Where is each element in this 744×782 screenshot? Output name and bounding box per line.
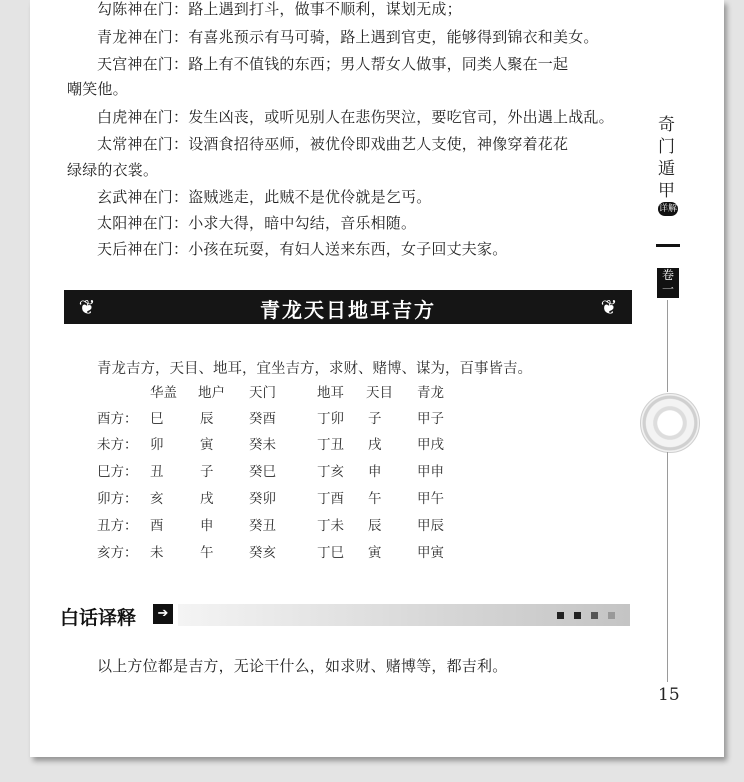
book-title-char: 门 [658,137,675,157]
section-title: 青龙天日地耳吉方 [260,298,436,322]
square-icon [608,612,615,619]
table-header: 华盖 [150,385,177,401]
table-cell: 甲戌 [417,437,444,453]
arrow-right-icon: ➔ [153,604,173,624]
table-cell: 戌 [368,437,382,453]
table-header: 天目 [366,385,393,401]
table-cell: 丁亥 [317,464,344,480]
row-label: 卯方： [97,491,138,507]
table-cell: 甲子 [417,411,444,427]
volume-number: 一 [661,282,674,296]
table-cell: 丁卯 [317,411,344,427]
row-label: 巳方： [97,464,138,480]
translation-text: 以上方位都是吉方，无论干什么，如求财、赌博等，都吉利。 [97,657,508,675]
table-cell: 午 [200,545,214,561]
book-title-char: 遁 [658,159,675,179]
table-header: 地耳 [317,385,344,401]
table-cell: 酉 [150,518,164,534]
row-label: 亥方： [97,545,138,561]
table-cell: 巳 [150,411,164,427]
fleur-ornament-icon: ❦ [78,295,96,319]
margin-rule [667,300,668,392]
text-line-taichang: 太常神在门：设酒食招待巫师，被优伶即戏曲艺人支使，神像穿着花花 [97,135,569,153]
table-cell: 癸未 [249,437,276,453]
table-cell: 丁酉 [317,491,344,507]
table-cell: 甲寅 [417,545,444,561]
badge: 详解 [658,204,677,214]
table-cell: 未 [150,545,164,561]
text-line-gouchen: 勾陈神在门：路上遇到打斗，做事不顺利，谋划无成； [97,0,462,18]
text-line-baihu: 白虎神在门：发生凶丧，或听见别人在悲伤哭泣，要吃官司，外出遇上战乱。 [97,108,614,126]
table-cell: 子 [200,464,214,480]
decorative-medallion-icon [640,393,700,453]
table-cell: 辰 [200,411,214,427]
section-banner [64,290,632,324]
text-line-taiyang: 太阳神在门：小求大得，暗中勾结，音乐相随。 [97,214,417,232]
translation-heading: 白话译释 [60,607,137,629]
table-cell: 申 [200,518,214,534]
table-header: 青龙 [417,385,444,401]
table-cell: 丁未 [317,518,344,534]
square-icon [557,612,564,619]
table-cell: 寅 [368,545,382,561]
row-label: 丑方： [97,518,138,534]
volume-label: 卷 [661,268,674,282]
table-cell: 戌 [200,491,214,507]
table-cell: 癸卯 [249,491,276,507]
table-cell: 癸亥 [249,545,276,561]
table-cell: 癸酉 [249,411,276,427]
text-line-tianhou: 天后神在门：小孩在玩耍，有妇人送来东西，女子回丈夫家。 [97,240,508,258]
book-title-char: 奇 [658,115,675,135]
page-number: 15 [658,685,680,705]
table-cell: 丁丑 [317,437,344,453]
volume-box [657,268,679,298]
divider [656,244,680,247]
table-cell: 卯 [150,437,164,453]
square-icon [591,612,598,619]
table-intro: 青龙吉方，天目、地耳，宜坐吉方，求财、赌博、谋为，百事皆吉。 [97,361,532,377]
table-cell: 癸巳 [249,464,276,480]
table-cell: 丁巳 [317,545,344,561]
table-cell: 子 [368,411,382,427]
table-cell: 甲辰 [417,518,444,534]
square-icon [574,612,581,619]
row-label: 酉方： [97,411,138,427]
table-cell: 丑 [150,464,164,480]
text-line-tiangong-cont: 嘲笑他。 [67,80,128,98]
table-cell: 癸丑 [249,518,276,534]
table-cell: 甲午 [417,491,444,507]
margin-rule [667,452,668,682]
table-cell: 寅 [200,437,214,453]
table-cell: 申 [368,464,382,480]
fleur-ornament-icon: ❦ [600,295,618,319]
row-label: 未方： [97,437,138,453]
table-header: 天门 [249,385,276,401]
table-cell: 午 [368,491,382,507]
text-line-tiangong: 天宫神在门：路上有不值钱的东西；男人帮女人做事，同类人聚在一起 [97,55,569,73]
text-line-taichang-cont: 绿绿的衣裳。 [67,161,159,179]
table-cell: 辰 [368,518,382,534]
table-header: 地户 [198,385,225,401]
table-cell: 亥 [150,491,164,507]
table-cell: 甲申 [417,464,444,480]
text-line-qinglong: 青龙神在门：有喜兆预示有马可骑，路上遇到官吏，能够得到锦衣和美女。 [97,28,599,46]
text-line-xuanwu: 玄武神在门：盗贼逃走，此贼不是优伶就是乞丐。 [97,188,432,206]
book-title-char: 甲 [658,181,675,201]
